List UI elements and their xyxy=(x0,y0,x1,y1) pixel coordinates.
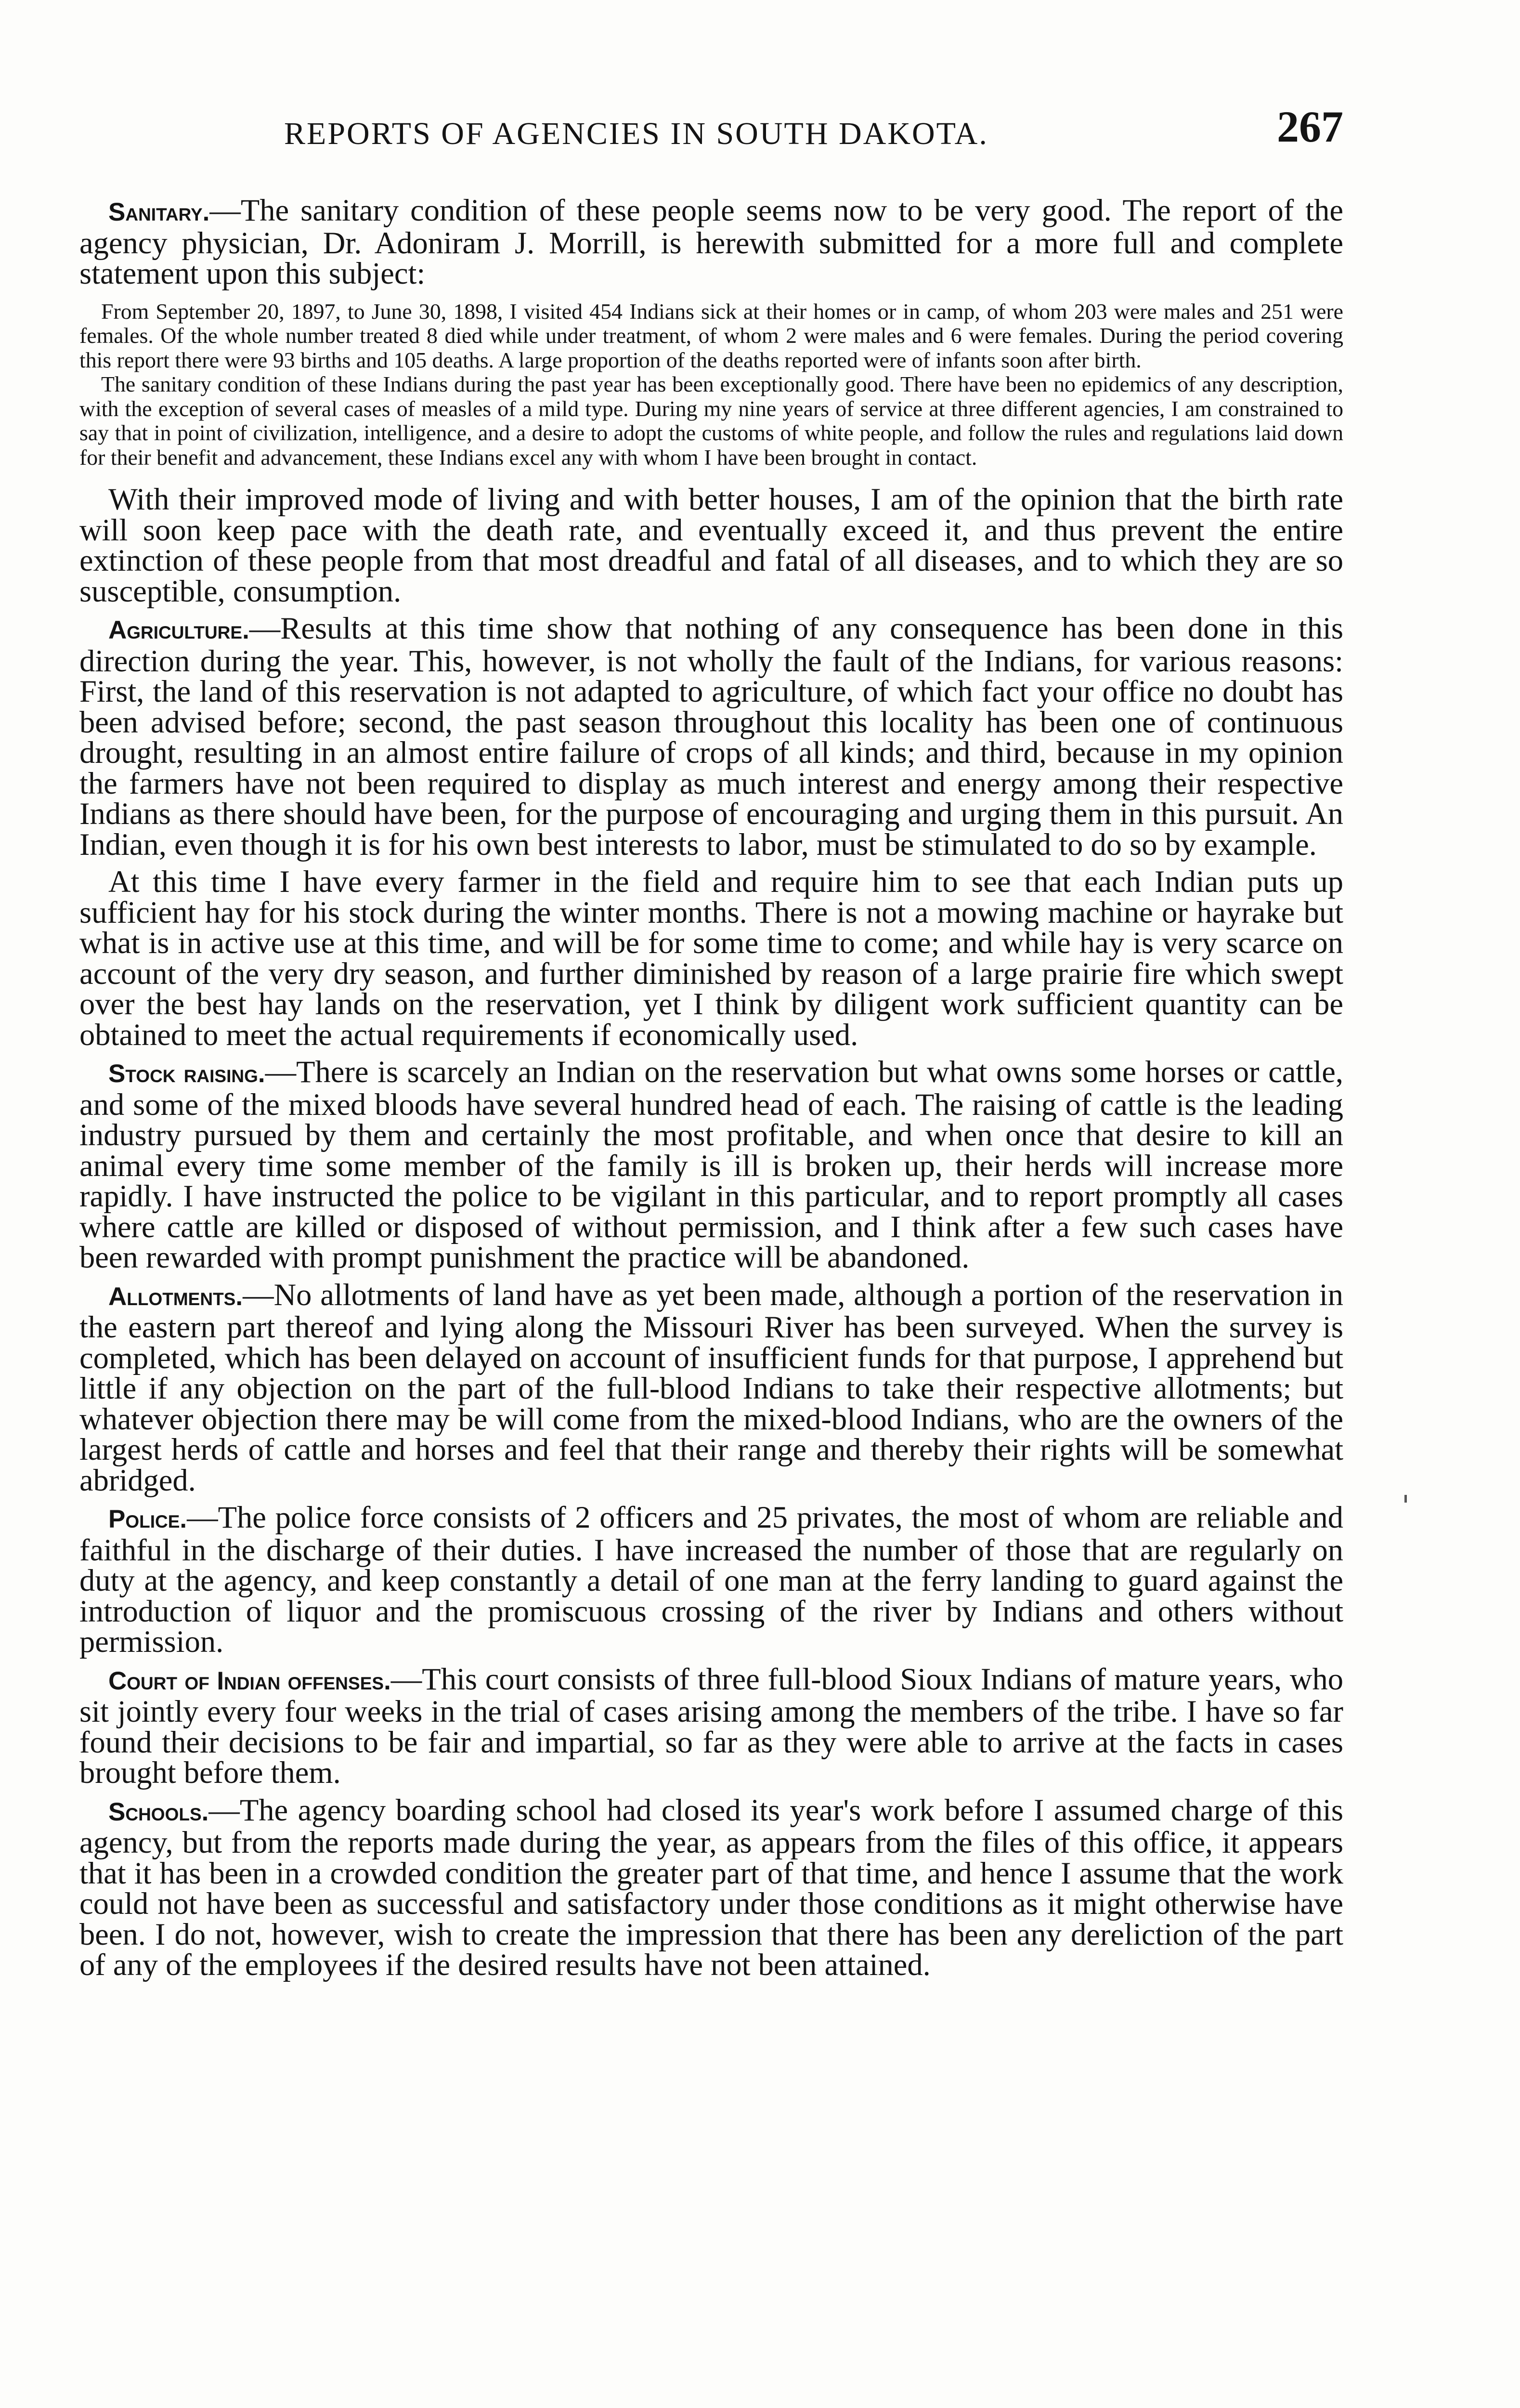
schools-heading: Schools. xyxy=(108,1797,209,1826)
court-text: —This court consists of three full-blood Sioux Indians of mature years, who sit jointly every four weeks in the trial of cases arising among the members of the tribe. I have so far found their decisions to be fair and impartial, so far as they were able to arrive at the facts in cases brought before them. xyxy=(79,1662,1343,1790)
sanitary-paragraph xyxy=(79,195,1343,289)
police-heading: Police. xyxy=(108,1505,187,1533)
stock-raising-text: —There is scarcely an Indian on the reservation but what owns some horses or cattle, and some of the mixed bloods have several hundred head of each. The raising of cattle is the leading industry pursued by them and certainly the most profitable, and when once that desire to kill an animal every time some member of the family is ill is broken up, their herds will increase more rapidly. I have instructed the police to be vigilant in this particular, and to report promptly all cases where cattle are killed or disposed of without permission, and I think after a few such cases have been rewarded with prompt punishment the practice will be abandoned. xyxy=(79,1055,1343,1274)
page-body xyxy=(79,195,1343,1980)
physician-report-paragraph-1: From September 20, 1897, to June 30, 1898, I visited 454 Indians sick at their homes or in camp, of whom 203 were males and 251 were females. Of the whole number treated 8 died while under treatment, of whom 2 were males and 6 were females. During the period covering this report there were 93 births and 105 deaths. A large proportion of the deaths reported were of infants soon after birth. xyxy=(79,299,1343,372)
stock-raising-heading: Stock raising. xyxy=(108,1060,265,1088)
ink-speck xyxy=(1404,1495,1407,1503)
physician-report-paragraph-2: The sanitary condition of these Indians during the past year has been exceptionally good. There have been no epidemics of any description, with the exception of several cases of measles of a mild type. During my nine years of service at three different agencies, I am constrained to say that in point of civilization, intelligence, and a desire to adopt the customs of white people, and follow the rules and regulations laid down for their benefit and advancement, these Indians excel any with whom I have been brought in contact. xyxy=(79,372,1343,470)
running-head: REPORTS OF AGENCIES IN SOUTH DAKOTA. xyxy=(284,116,988,151)
sanitary-conclusion-paragraph: With their improved mode of living and with better houses, I am of the opinion that the birth rate will soon keep pace with the death rate, and eventually exceed it, and thus prevent the entire extinction of these people from that most dreadful and fatal of all diseases, and to which they are so susceptible, consumption. xyxy=(79,482,1343,608)
allotments-text: —No allotments of land have as yet been made, although a portion of the reservation in the eastern part thereof and lying along the Missouri River has been surveyed. When the survey is completed, which has been delayed on account of insufficient funds for that purpose, I apprehend but little if any objection on the part of the full-blood Indians to take their respective allotments; but whatever objection there may be will come from the mixed-blood Indians, who are the owners of the largest herds of cattle and horses and feel that their range and thereby their rights will be somewhat abridged. xyxy=(79,1277,1343,1497)
stock-raising-paragraph xyxy=(79,1057,1343,1273)
allotments-heading: Allotments. xyxy=(108,1282,243,1311)
court-paragraph xyxy=(79,1664,1343,1788)
police-text: —The police force consists of 2 officers and 25 privates, the most of whom are reliable and faithful in the discharge of their duties. I have increased the number of those that are regularly on duty at the agency, and keep constantly a detail of one man at the ferry landing to guard against the introduction of liquor and the promiscuous crossing of the river by Indians and others without permission. xyxy=(79,1500,1343,1659)
schools-paragraph xyxy=(79,1795,1343,1980)
agriculture-heading: Agriculture. xyxy=(108,616,249,644)
court-heading: Court of Indian offenses. xyxy=(108,1666,391,1695)
page-header xyxy=(284,96,1343,169)
sanitary-heading: Sanitary. xyxy=(108,198,210,226)
allotments-paragraph xyxy=(79,1277,1343,1497)
page-number: 267 xyxy=(1277,102,1343,151)
agriculture-paragraph-2: At this time I have every farmer in the field and require him to see that each Indian puts up sufficient hay for his stock during the winter months. There is not a mowing machine or hayrake but what is in active use at this time, and will be for some time to come; and while hay is very scarce on account of the very dry season, and further diminished by reason of a large prairie fire which swept over the best hay lands on the reservation, yet I think by diligent work sufficient quantity can be obtained to meet the actual requirements if economically used. xyxy=(79,864,1343,1052)
agriculture-text: —Results at this time show that nothing of any consequence has been done in this direction during the year. This, however, is not wholly the fault of the Indians, for various reasons: First, the land of this reservation is not adapted to agriculture, of which fact your office no doubt has been advised before; second, the past season throughout this locality has been one of continuous drought, resulting in an almost entire failure of crops of all kinds; and third, because in my opinion the farmers have not been required to display as much interest and energy among their respective Indians as there should have been, for the purpose of encouraging and urging them in this pursuit. An Indian, even though it is for his own best interests to labor, must be stimulated to do so by example. xyxy=(79,611,1343,862)
police-paragraph xyxy=(79,1502,1343,1657)
schools-text: —The agency boarding school had closed its year's work before I assumed charge of this agency, but from the reports made during the year, as appears from the files of this office, it appears that it has been in a crowded condition the greater part of that time, and hence I assume that the work could not have been as successful and satisfactory under those conditions as it might otherwise have been. I do not, however, wish to create the impression that there has been any dereliction of the part of any of the employees if the desired results have not been attained. xyxy=(79,1793,1343,1982)
sanitary-text: —The sanitary condition of these people seems now to be very good. The report of the agency physician, Dr. Adoniram J. Morrill, is herewith submitted for a more full and complete statement upon this subject: xyxy=(79,193,1343,290)
agriculture-paragraph xyxy=(79,613,1343,860)
